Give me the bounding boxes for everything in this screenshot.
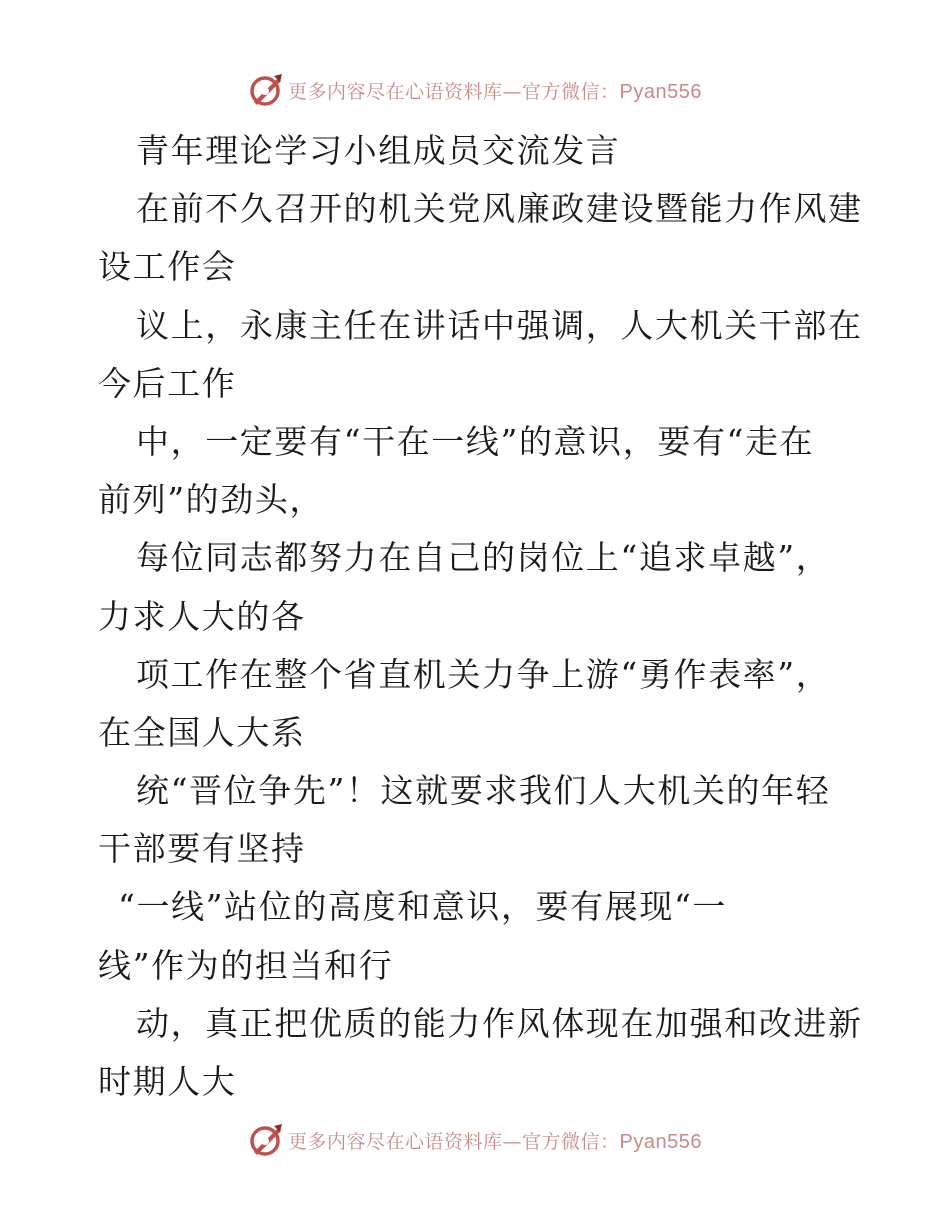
text-line: 设工作会 — [98, 247, 237, 287]
header-watermark — [0, 70, 950, 110]
document-title: 青年理论学习小组成员交流发言 — [136, 131, 621, 170]
text-line: 在前不久召开的机关党风廉政建设暨能力作风建 — [136, 189, 863, 229]
pen-logo-icon — [248, 72, 284, 108]
text-line: 干部要有坚持 — [98, 829, 306, 869]
watermark-account: Pyan556 — [619, 80, 702, 103]
text-line: 在全国人大系 — [98, 712, 306, 752]
watermark-account: Pyan556 — [619, 1130, 702, 1153]
text-line: 力求人大的各 — [98, 596, 306, 636]
watermark-text: 更多内容尽在心语资料库—官方微信：Pyan556 — [288, 80, 702, 103]
watermark-text: 更多内容尽在心语资料库—官方微信：Pyan556 — [288, 1130, 702, 1153]
text-line: 项工作在整个省直机关力争上游“勇作表率”， — [136, 654, 831, 694]
text-line: 每位同志都努力在自己的岗位上“追求卓越”， — [136, 538, 831, 578]
text-line: 前列”的劲头， — [98, 480, 325, 520]
document-body — [98, 122, 868, 1111]
text-line: 议上，永康主任在讲话中强调，人大机关干部在 — [136, 305, 863, 345]
text-line: 时期人大 — [98, 1062, 237, 1101]
text-line: 中，一定要有“干在一线”的意识，要有“走在 — [136, 421, 815, 461]
footer-watermark — [0, 1120, 950, 1160]
text-line: “一线”站位的高度和意识，要有展现“一 — [118, 887, 728, 927]
text-line: 动，真正把优质的能力作风体现在加强和改进新 — [136, 1003, 863, 1043]
pen-logo-icon — [248, 1122, 284, 1158]
text-line: 今后工作 — [98, 363, 237, 403]
text-line: 统“晋位争先”！这就要求我们人大机关的年轻 — [136, 771, 831, 811]
text-line: 线”作为的担当和行 — [98, 945, 394, 985]
